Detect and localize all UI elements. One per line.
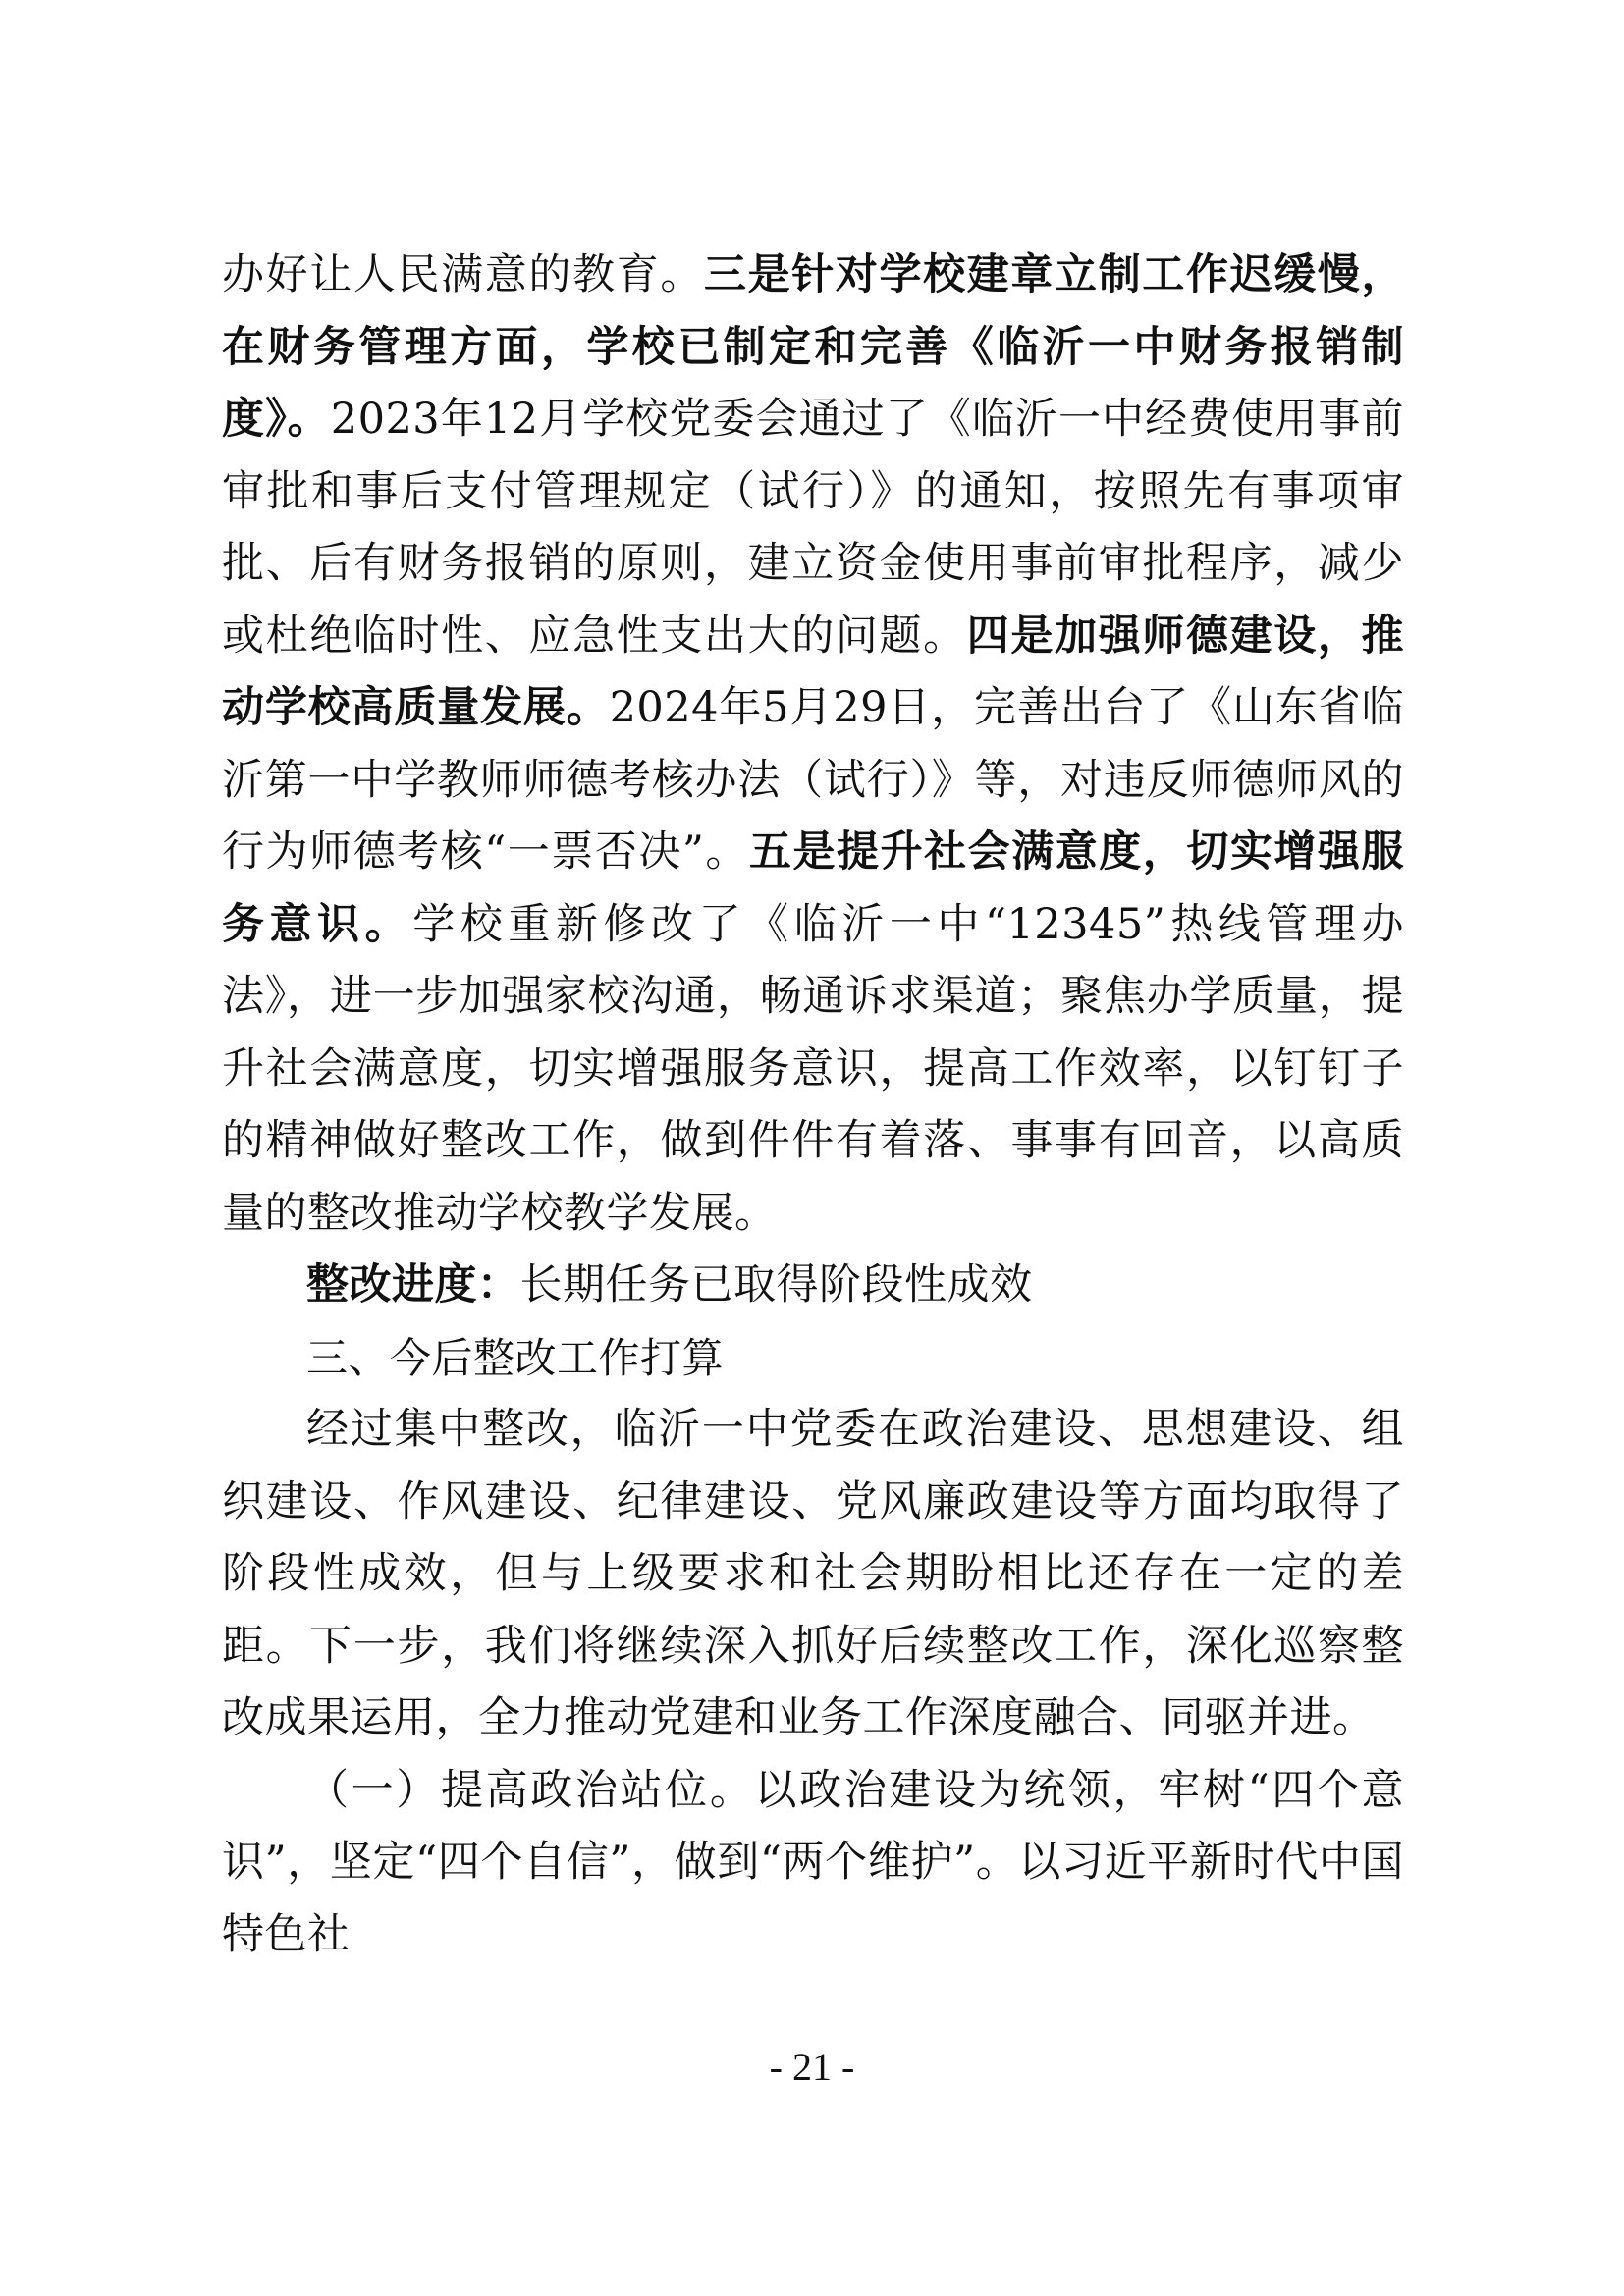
- progress-line: [222, 1250, 1404, 1322]
- section-heading: 三、今后整改工作打算: [306, 1333, 725, 1382]
- body-text: [222, 240, 1404, 1971]
- text-segment: 办好让人民满意的教育。: [222, 250, 704, 299]
- paragraph-rectification-measures: [222, 240, 1404, 1250]
- emphasis-point-five: 五是提升社会满意度，切实增强服务意识。: [222, 828, 1405, 949]
- emphasis-point-four: 四是加强师德建设，推动学校高质量发展。: [222, 611, 1405, 732]
- progress-value: 长期任务已取得阶段性成效: [519, 1260, 1033, 1309]
- emphasis-point-three: 三是针对学校建章立制工作迟缓慢，在财务管理方面，学校已制定和完善《临沂一中财务报销制度》。: [222, 250, 1405, 444]
- text-segment: 2023年12月学校党委会通过了《临沂一中经费使用事前审批和事后支付管理规定（试行）》的通知，按照先有事项审批、后有财务报销的原则，建立资金使用事前审批程序，减少或杜绝临时性、应急性支出大的问题。: [222, 395, 1405, 661]
- progress-label: 整改进度：: [306, 1260, 520, 1309]
- paragraph-summary: 经过集中整改，临沂一中党委在政治建设、思想建设、组织建设、作风建设、纪律建设、党风廉政建设等方面均取得了阶段性成效，但与上级要求和社会期盼相比还存在一定的差距。下一步，我们将继续深入抓好后续整改工作，深化巡察整改成果运用，全力推动党建和业务工作深度融合、同驱并进。: [222, 1405, 1404, 1742]
- paragraph-political-stance: （一）提高政治站位。以政治建设为统领，牢树“四个意识”，坚定“四个自信”，做到“两个维护”。以习近平新时代中国特色社: [222, 1765, 1404, 1959]
- page-number: - 21 -: [769, 2045, 855, 2089]
- text-segment: 学校重新修改了《临沂一中“12345”热线管理办法》，进一步加强家校沟通，畅通诉求渠道；聚焦办学质量，提升社会满意度，切实增强服务意识，提高工作效率，以钉钉子的精神做好整改工作，做到件件有着落、事事有回音，以高质量的整改推动学校教学发展。: [222, 899, 1405, 1238]
- text-segment: 2024年5月29日，完善出台了《山东省临沂第一中学教师师德考核办法（试行）》等，对违反师德师风的行为师德考核“一票否决”。: [222, 683, 1404, 877]
